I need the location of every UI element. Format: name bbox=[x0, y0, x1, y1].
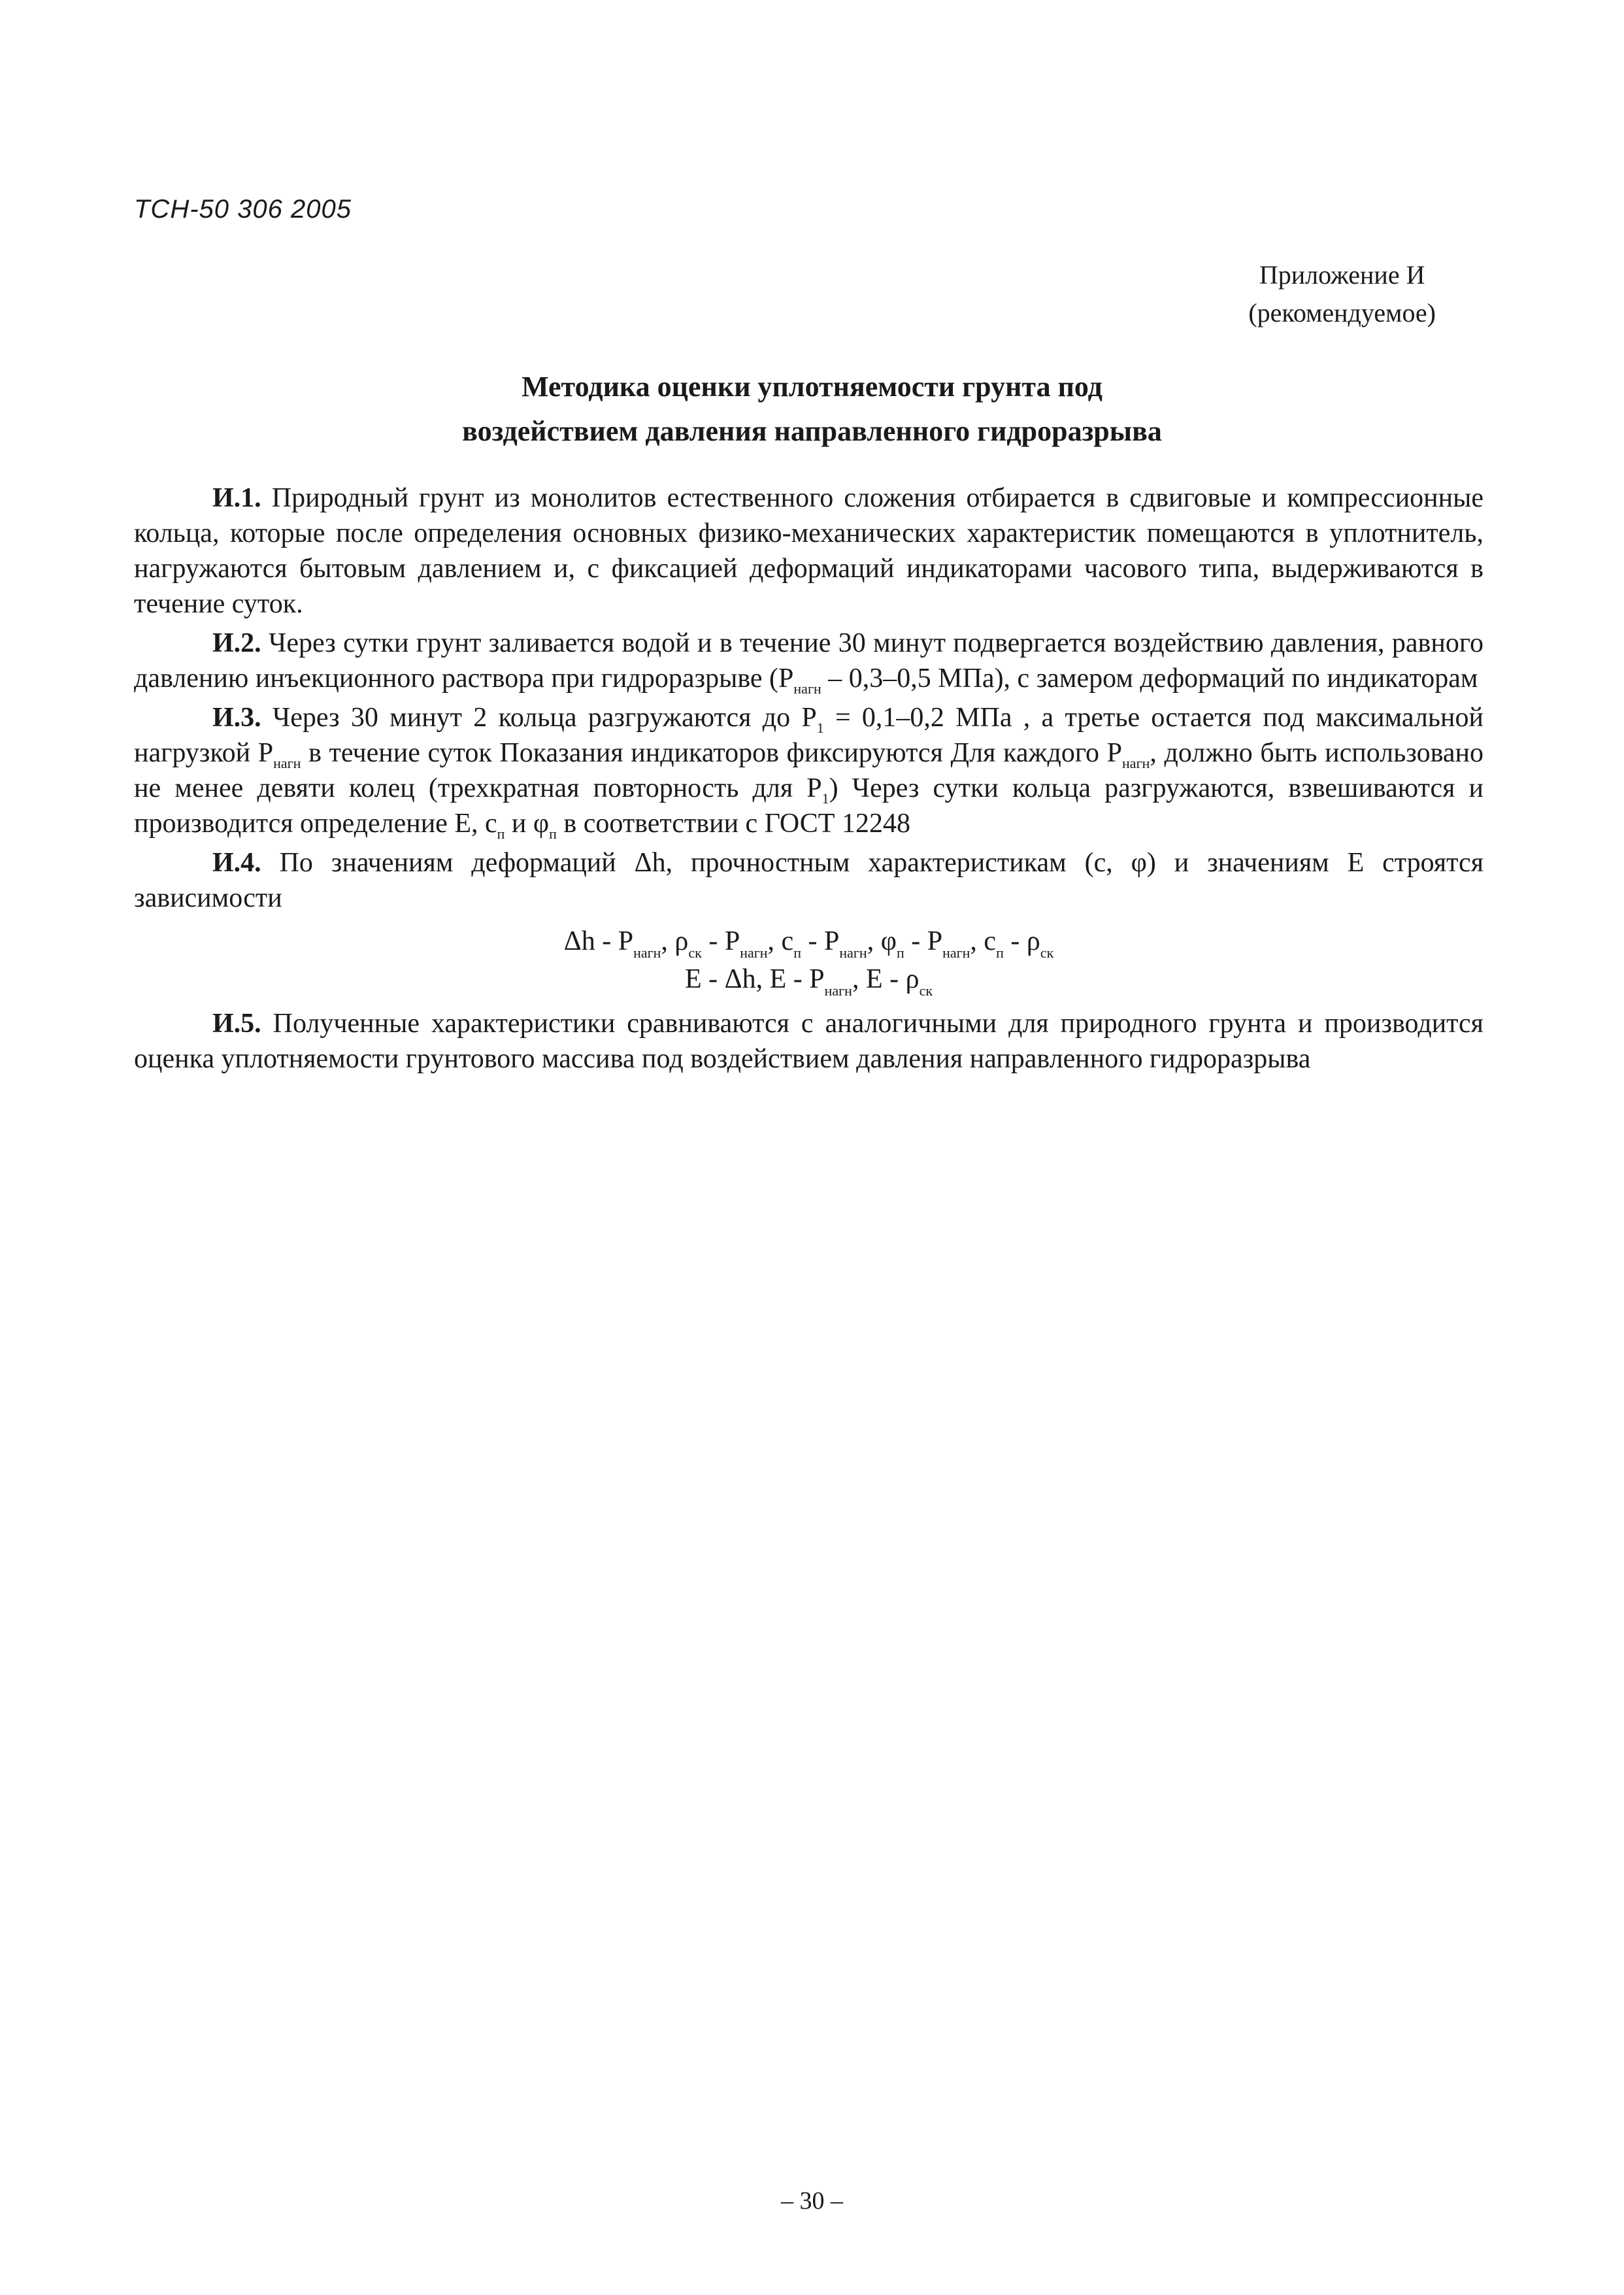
page-number: – 30 – bbox=[781, 2187, 843, 2215]
paragraph-2 bbox=[134, 626, 1483, 696]
paragraph-text: Полученные характеристики сравниваются с аналогичными для природного грунта и производится оценка уплотняемости грунтового массива под воздействием давления направленного гидроразрыва bbox=[134, 1009, 1483, 1074]
title-line-2: воздействием давления направленного гидроразрыва bbox=[462, 415, 1162, 447]
subscript: п bbox=[549, 826, 557, 842]
dependency-formulas bbox=[134, 922, 1483, 998]
paragraph-number: И.4. bbox=[212, 848, 261, 878]
paragraph-number: И.2. bbox=[212, 628, 261, 658]
paragraph-text: Природный грунт из монолитов естественного сложения отбирается в сдвиговые и компрессионные кольца, которые после определения основных физико-механических характеристик помещаются в уплотнитель, нагружаются бытовым давлением и, с фиксацией деформаций индикаторами часового типа, выдерживаются в течение суток. bbox=[134, 483, 1483, 619]
paragraph-text: = 0,1–0,2 МПа , а третье остается под максимальной нагрузкой P bbox=[134, 703, 1483, 768]
paragraph-number: И.5. bbox=[212, 1009, 261, 1039]
page-title bbox=[134, 365, 1490, 454]
appendix-title: Приложение И bbox=[1259, 260, 1425, 290]
subscript: п bbox=[497, 826, 505, 842]
paragraph-number: И.1. bbox=[212, 483, 261, 513]
paragraph-5 bbox=[134, 1006, 1483, 1077]
subscript: 1 bbox=[821, 790, 829, 807]
paragraph-text: ) Через сутки кольца разгружаются, взвешиваются и производится определение E, c bbox=[134, 773, 1484, 839]
paragraph-text: и φ bbox=[505, 809, 550, 839]
paragraph-3 bbox=[134, 700, 1483, 841]
paragraph-text: Через 30 минут 2 кольца разгружаются до P bbox=[272, 703, 817, 733]
title-line-1: Методика оценки уплотняемости грунта под bbox=[522, 371, 1102, 403]
appendix-label bbox=[1248, 256, 1436, 332]
paragraph-text: в течение суток Показания индикаторов фиксируются Для каждого P bbox=[301, 738, 1123, 768]
subscript: нагн bbox=[273, 755, 301, 771]
paragraph-text: По значениям деформаций Δh, прочностным характеристикам (c, φ) и значениям E строятся зависимости bbox=[134, 848, 1484, 913]
subscript: нагн bbox=[793, 680, 821, 697]
formula-line-2: E - Δh, E - $P_{нагн}$, E - $\rho_{ск}$ bbox=[684, 964, 933, 999]
paragraph-text: , должно быть использовано не менее девяти колец (трехкратная повторность для P bbox=[134, 738, 1484, 803]
document-body bbox=[134, 480, 1483, 1080]
document-code: ТСН-50 306 2005 bbox=[134, 195, 352, 224]
appendix-status: (рекомендуемое) bbox=[1248, 298, 1436, 327]
paragraph-4 bbox=[134, 845, 1483, 916]
paragraph-text: Через сутки грунт заливается водой и в течение 30 минут подвергается воздействию давления, равного давлению инъекционного раствора при гидроразрыве (P bbox=[134, 628, 1484, 694]
formula-line-1: Δh - $P_{нагн}$, $\rho_{ск} - P_{нагн}$, $c_п - P_{нагн}$, $\varphi_п - P_{нагн}$, $c_п - \rho_{ск}$ bbox=[563, 926, 1054, 961]
paragraph-1 bbox=[134, 480, 1483, 622]
paragraph-number: И.3. bbox=[212, 703, 261, 733]
paragraph-text: в соответствии с ГОСТ 12248 bbox=[556, 809, 910, 839]
subscript: 1 bbox=[816, 720, 824, 736]
paragraph-text: – 0,3–0,5 МПа), с замером деформаций по индикаторам bbox=[821, 663, 1478, 694]
subscript: нагн bbox=[1122, 755, 1150, 771]
